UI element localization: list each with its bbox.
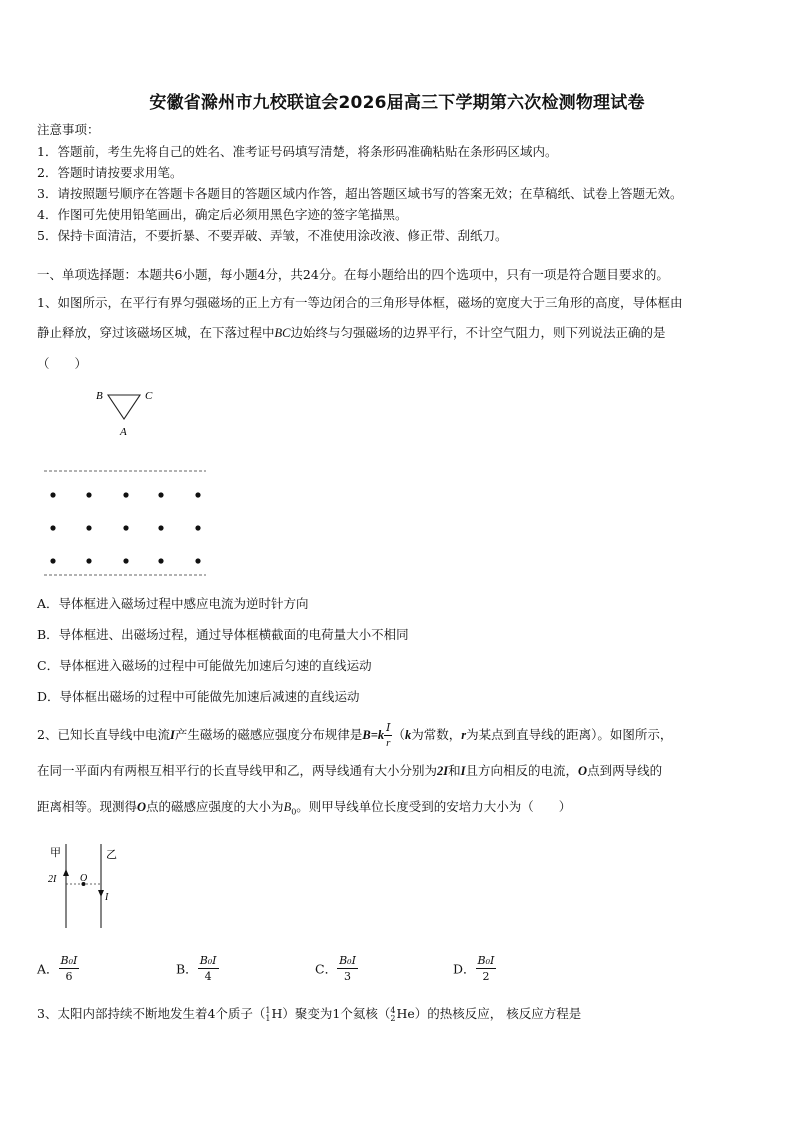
q1-line1: 1、如图所示，在平行有界匀强磁场的正上方有一等边闭合的三角形导体框，磁场的宽度大于三角形的高度，导体框由 [37,295,683,310]
notice-item: 1．答题前，考生先将自己的姓名、准考证号码填写清楚，将条形码准确粘贴在条形码区域内。 [37,144,558,159]
label-c: C [145,390,153,402]
current-down-arrow-icon [98,890,104,897]
field-dots [50,492,200,563]
exam-title: 安徽省滁州市九校联谊会2026届高三下学期第六次检测物理试卷 [149,93,645,113]
label-2i: 2I [48,874,57,885]
q1-option-d: D．导体框出磁场的过程中可能做先加速后减速的直线运动 [37,689,360,704]
label-i: I [105,892,109,903]
q1-option-a: A．导体框进入磁场过程中感应电流为逆时针方向 [37,596,309,611]
q1-option-b: B．导体框进、出磁场过程，通过导体框横截面的电荷量大小不相同 [37,627,409,642]
q2-option-a: A． $\frac{\text{B₀I}}{6}$ [37,954,78,983]
notice-item: 5．保持卡面清洁，不要折暴、不要弄破、弄皱，不准使用涂改液、修正带、刮纸刀。 [37,228,508,243]
section-heading: 一、单项选择题：本题共6小题，每小题4分，共24分。在每小题给出的四个选项中，只有一项是符合题目要求的。 [37,267,669,282]
label-o: O [80,873,88,884]
label-yi: 乙 [106,848,117,861]
q1-line2: 静止释放，穿过该磁场区城，在下落过程中BC边始终与匀强磁场的边界平行，不计空气阻力，则下列说法正确的是 [37,325,666,340]
magnetic-field-figure [40,466,212,580]
q2-option-b: B． $\frac{\text{B₀I}}{4}$ [176,954,217,983]
q1-triangle-figure [90,385,160,441]
q1-answer-blank: （ ） [37,356,88,371]
q2-option-d: D． $\frac{\text{B₀I}}{2}$ [453,954,495,983]
formula-fraction: $\frac{I}{r}$ [386,721,391,749]
q2-line3: 距离相等。现测得O点的磁感应强度的大小为$B_0$。则甲导线单位长度受到的安培力大小为（ ） [37,799,572,817]
he-nuclide-numbers: 4 2 [390,1005,396,1023]
q3-line1: 3、太阳内部持续不断地发生着4个质子（ 1 1 H）聚变为1个氦核（ 4 2 He）的热核反应， 核反应方程是 [37,1005,582,1023]
triangle-frame [108,395,140,419]
h-nuclide-numbers: 1 1 [265,1005,271,1023]
current-up-arrow-icon [63,869,69,876]
q2-option-c: C． $\frac{\text{B₀I}}{3}$ [315,954,356,983]
q2-wires-figure [40,838,130,932]
q2-line2: 在同一平面内有两根互相平行的长直导线甲和乙，两导线通有大小分别为2I和I且方向相反的电流，O点到两导线的 [37,763,663,778]
label-b: B [96,390,103,402]
label-jia: 甲 [50,846,61,859]
notice-item: 2．答题时请按要求用笔。 [37,165,183,180]
label-a: A [120,426,127,438]
q2-line1: 2、已知长直导线中电流I产生磁场的磁感应强度分布规律是B=k $\frac{I}{r}$ （k为常数，r为某点到直导线的距离）。如图所示， [37,721,673,749]
q1-option-c: C．导体框进入磁场的过程中可能做先加速后匀速的直线运动 [37,658,372,673]
notice-item: 3．请按照题号顺序在答题卡各题目的答题区域内作答，超出答题区域书写的答案无效；在草稿纸、试卷上答题无效。 [37,186,683,201]
notice-heading: 注意事项： [37,122,100,137]
notice-item: 4．作图可先使用铅笔画出，确定后必须用黑色字迹的签字笔描黑。 [37,207,408,222]
